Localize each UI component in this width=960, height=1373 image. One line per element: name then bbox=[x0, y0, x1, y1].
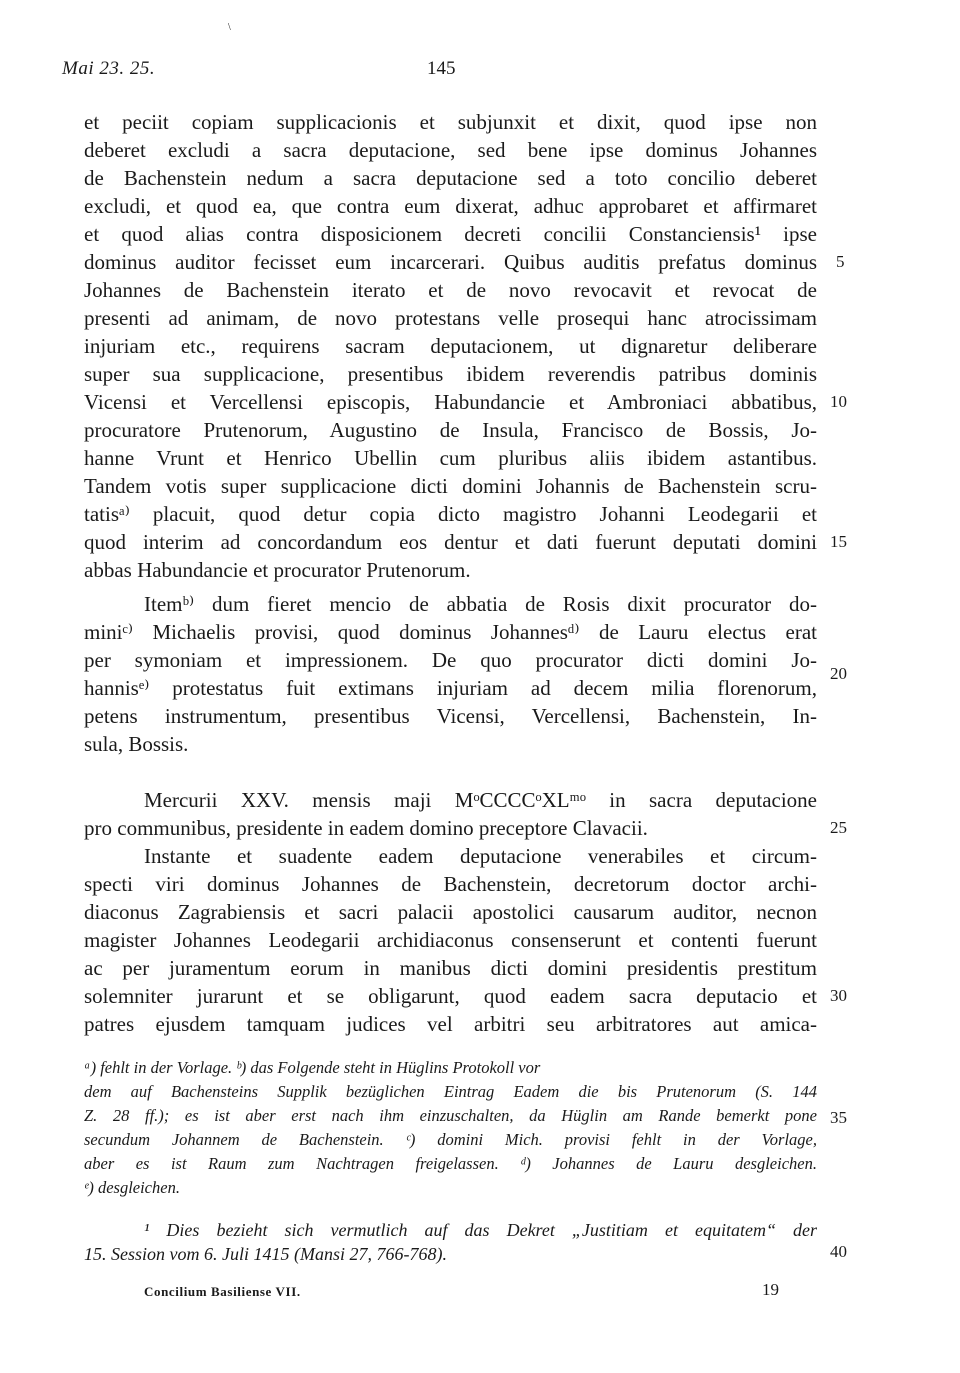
signature-number: 19 bbox=[762, 1280, 779, 1299]
text-line: dominus auditor fecisset eum incarcerari. Quibus auditis prefatus dominus bbox=[84, 250, 817, 274]
text-line: abbas Habundancie et procurator Prutenorum. bbox=[84, 558, 471, 582]
running-head-date: Mai 23. 25. bbox=[62, 58, 156, 79]
apparatus-note: aber es ist Raum zum Nachtragen freigelassen. ᵈ) Johannes de Lauru desgleichen. bbox=[84, 1154, 817, 1173]
margin-line-number: 40 bbox=[830, 1242, 847, 1261]
text-line: excludi, et quod ea, que contra eum dixerat, adhuc approbaret et affirmaret bbox=[84, 194, 817, 218]
text-line: petens instrumentum, presentibus Vicensi, Vercellensi, Bachenstein, In- bbox=[84, 704, 817, 728]
page-mark: \ bbox=[228, 22, 231, 33]
text-line: Vicensi et Vercellensi episcopis, Habundancie et Ambroniaci abbatibus, bbox=[84, 390, 817, 414]
text-line: per symoniam et impressionem. De quo procurator dicti domini Jo- bbox=[84, 648, 817, 672]
apparatus-note: ᵃ) fehlt in der Vorlage. ᵇ) das Folgende steht in Hüglins Protokoll vor bbox=[84, 1058, 541, 1077]
apparatus-note: ᵉ) desgleichen. bbox=[84, 1178, 180, 1197]
text-line: et peciit copiam supplicacionis et subjunxit et dixit, quod ipse non bbox=[84, 110, 817, 134]
margin-line-number: 5 bbox=[836, 252, 845, 271]
text-line: miniᶜ⁾ Michaelis provisi, quod dominus Johannesᵈ⁾ de Lauru electus erat bbox=[84, 620, 817, 644]
text-line: de Bachenstein nedum a sacra deputacione sed a toto concilio deberet bbox=[84, 166, 817, 190]
text-line: Itemᵇ⁾ dum fieret mencio de abbatia de Rosis dixit procurator do- bbox=[144, 592, 817, 616]
text-line: specti viri dominus Johannes de Bachenstein, decretorum doctor archi- bbox=[84, 872, 817, 896]
text-line: ac per juramentum eorum in manibus dicti domini presidentis prestitum bbox=[84, 956, 817, 980]
margin-line-number: 20 bbox=[830, 664, 847, 683]
text-line: et quod alias contra disposicionem decreti concilii Constanciensis¹ ipse bbox=[84, 222, 817, 246]
text-line: magister Johannes Leodegarii archidiaconus consenserunt et contenti fuerunt bbox=[84, 928, 817, 952]
text-line: Johannes de Bachenstein iterato et de novo revocavit et revocat de bbox=[84, 278, 817, 302]
text-line: patres ejusdem tamquam judices vel arbitri seu arbitratores aut amica- bbox=[84, 1012, 817, 1036]
text-line: super sua supplicacione, presentibus ibidem reverendis patribus dominis bbox=[84, 362, 817, 386]
text-line: presenti ad animam, de novo protestans velle prosequi hanc atrocissimam bbox=[84, 306, 817, 330]
apparatus-note: dem auf Bachensteins Supplik bezüglichen Eintrag Eadem die bis Prutenorum (S. 144 bbox=[84, 1082, 817, 1101]
margin-line-number: 25 bbox=[830, 818, 847, 837]
text-line: hanne Vrunt et Henrico Ubellin cum pluribus aliis ibidem astantibus. bbox=[84, 446, 817, 470]
source-note: 15. Session vom 6. Juli 1415 (Mansi 27, 766-768). bbox=[84, 1244, 447, 1264]
text-line: pro communibus, presidente in eadem domino preceptore Clavacii. bbox=[84, 816, 648, 840]
text-line: Mercurii XXV. mensis maji MᵒCCCCᵒXLᵐᵒ in sacra deputacione bbox=[144, 788, 817, 812]
margin-line-number: 30 bbox=[830, 986, 847, 1005]
text-line: quod interim ad concordandum eos dentur et dati fuerunt deputati domini bbox=[84, 530, 817, 554]
text-line: deberet excludi a sacra deputacione, sed bene ipse dominus Johannes bbox=[84, 138, 817, 162]
margin-line-number: 35 bbox=[830, 1108, 847, 1127]
apparatus-note: secundum Johannem de Bachenstein. ᶜ) domini Mich. provisi fehlt in der Vorlage, bbox=[84, 1130, 817, 1149]
apparatus-note: Z. 28 ff.); es ist aber erst nach ihm einzuschalten, da Hüglin am Rande bemerkt pone bbox=[84, 1106, 817, 1125]
text-line: tatisᵃ⁾ placuit, quod detur copia dicto magistro Johanni Leodegarii et bbox=[84, 502, 817, 526]
text-line: solemniter jurarunt et se obligarunt, quod eadem sacra deputacio et bbox=[84, 984, 817, 1008]
page-number: 145 bbox=[427, 58, 456, 79]
text-line: procuratore Prutenorum, Augustino de Insula, Francisco de Bossis, Jo- bbox=[84, 418, 817, 442]
text-line: injuriam etc., requirens sacram deputacionem, ut dignaretur deliberare bbox=[84, 334, 817, 358]
text-line: diaconus Zagrabiensis et sacri palacii apostolici causarum auditor, necnon bbox=[84, 900, 817, 924]
margin-line-number: 10 bbox=[830, 392, 847, 411]
text-line: hannisᵉ⁾ protestatus fuit extimans injuriam ad decem milia florenorum, bbox=[84, 676, 817, 700]
text-line: sula, Bossis. bbox=[84, 732, 189, 756]
signature-line: Concilium Basiliense VII. bbox=[144, 1284, 301, 1299]
text-line: Tandem votis super supplicacione dicti domini Johannis de Bachenstein scru- bbox=[84, 474, 817, 498]
margin-line-number: 15 bbox=[830, 532, 847, 551]
text-line: Instante et suadente eadem deputacione venerabiles et circum- bbox=[144, 844, 817, 868]
source-note: ¹ Dies bezieht sich vermutlich auf das Dekret „Justitiam et equitatem“ der bbox=[144, 1220, 817, 1240]
